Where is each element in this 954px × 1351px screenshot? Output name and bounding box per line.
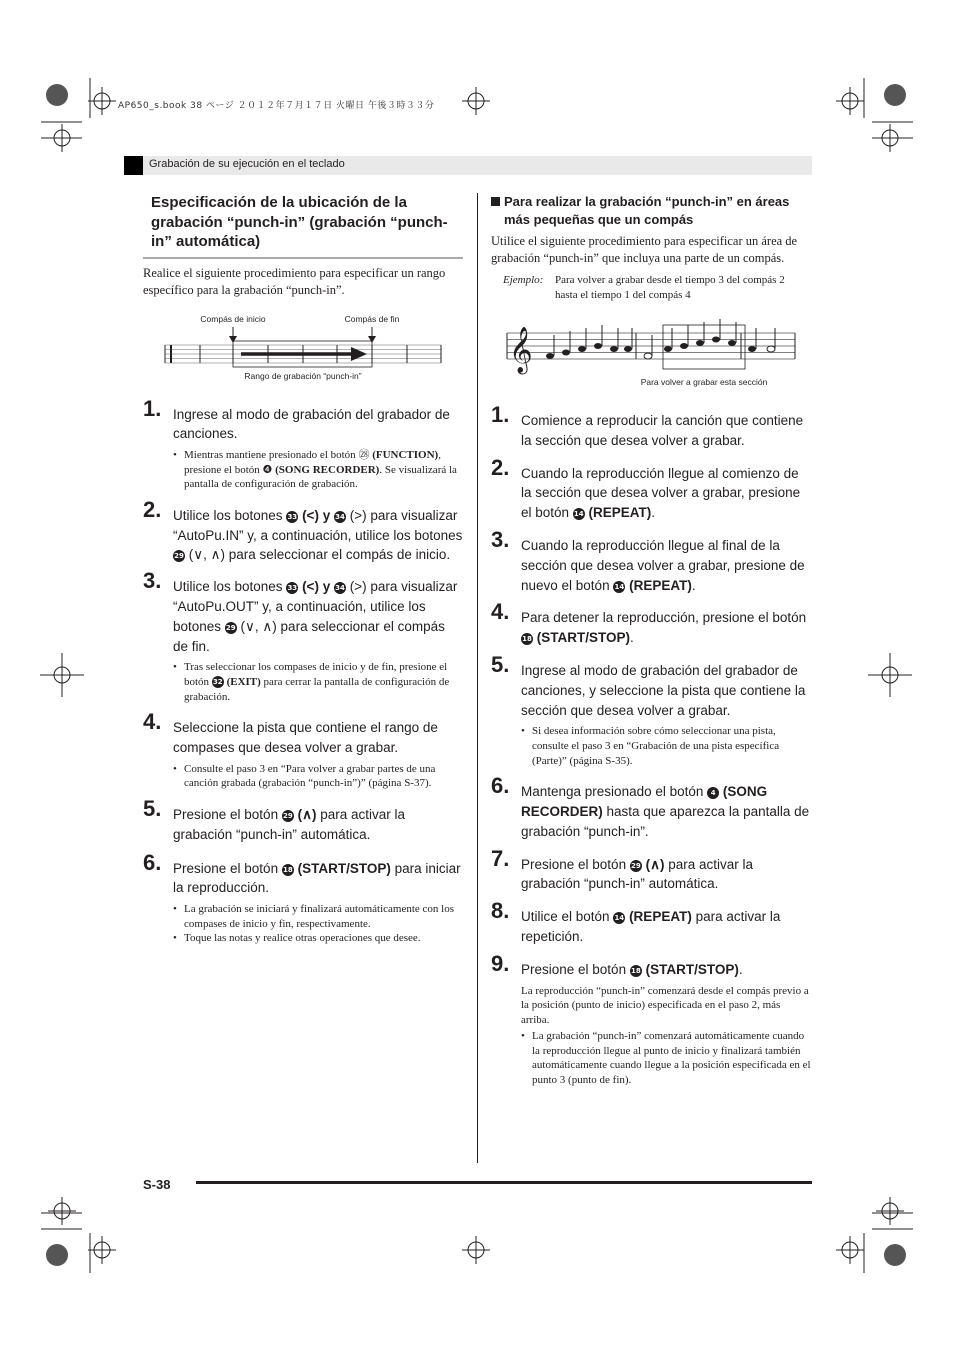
button-ref-29: 29: [282, 812, 293, 821]
step-number: 2.: [143, 496, 162, 522]
subsection-intro: Utilice el siguiente procedimiento para especificar un área de grabación “punch-in” que incluya una parte de un compás.: [491, 234, 798, 265]
section-intro: Realice el siguiente procedimiento para especificar un rango específico para la grabación “punch-in”.: [143, 265, 446, 297]
exit-button-ref: 32: [212, 678, 223, 687]
note-item: • Tras seleccionar los compases de inicio y de fin, presione el botón 32 (EXIT) para cerrar la pantalla de configuración de grabación.: [173, 660, 463, 704]
treble-clef-icon: 𝄞: [509, 327, 533, 373]
step-number: 3.: [491, 526, 510, 552]
punch-in-range-diagram: [143, 303, 463, 383]
running-header-title: Grabación de su ejecución en el teclado: [149, 158, 345, 170]
print-header-jp: AP650_s.book 38 ページ ２０１２年７月１７日 火曜日 午後３時３３分: [118, 101, 435, 111]
button-ref-33: 33: [287, 584, 298, 593]
song-recorder-button-ref: ❹: [262, 463, 273, 476]
start-measure-label: Compás de inicio: [200, 313, 266, 324]
footer-rule: [196, 1181, 812, 1184]
step-number: 5.: [491, 651, 510, 677]
step-3: 3. Cuando la reproducción llegue al final de la sección que desea volver a grabar, presione de nuevo el botón 14 (REPEAT).: [491, 526, 805, 593]
button-ref-18: 18: [282, 865, 293, 874]
example: [491, 273, 811, 307]
example-text: Para volver a grabar desde el tiempo 3 del compás 2 hasta el tiempo 1 del compás 4: [555, 274, 785, 301]
note-item: • Si desea información sobre cómo seleccionar una pista, consulte el paso 3 en “Grabación de una pista específica (Parte)” (página S-35).: [521, 724, 811, 768]
step-number: 2.: [491, 454, 510, 480]
staff-caption: Para volver a grabar esta sección: [640, 377, 768, 387]
button-ref-34: 34: [335, 512, 345, 521]
step-number: 8.: [491, 898, 510, 924]
subsection-title: Para realizar la grabación “punch-in” en áreas más pequeñas que un compás: [491, 193, 811, 229]
step-9: 9. Presione el botón 18 (START/STOP).: [491, 950, 743, 977]
step-9-paragraph: La reproducción “punch-in” comenzará desde el compás previo a la posición (punto de inicio) especificada en el paso 2, más arriba.: [521, 984, 809, 1026]
note-item: • Toque las notas y realice otras operaciones que desee.: [173, 931, 463, 946]
button-ref-18: 18: [630, 966, 641, 975]
step-number: 5.: [143, 796, 162, 822]
note-item: • Consulte el paso 3 en “Para volver a grabar partes de una canción grabada (grabación “punch-in”)” (página S-37).: [173, 762, 463, 791]
step-3-notes: [173, 660, 463, 704]
button-ref-33: 33: [287, 512, 298, 521]
step-number: 3.: [143, 568, 162, 594]
button-ref-29: 29: [225, 623, 236, 632]
step-number: 7.: [491, 845, 510, 871]
column-divider: [477, 193, 478, 1163]
step-number: 4.: [143, 709, 162, 735]
step-2: 2. Cuando la reproducción llegue al comienzo de la sección que desea volver a grabar, presione el botón 14 (REPEAT).: [491, 454, 801, 521]
step-5: 5. Presione el botón 29 (∧) para activar la grabación “punch-in” automática.: [143, 796, 405, 842]
step-8: 8. Utilice el botón 14 (REPEAT) para activar la repetición.: [491, 898, 781, 944]
step-4: 4. Para detener la reproducción, presione el botón 18 (START/STOP).: [491, 599, 807, 646]
step-7: 7. Presione el botón 29 (∧) para activar la grabación “punch-in” automática.: [491, 845, 753, 892]
range-label: Rango de grabación “punch-in”: [244, 370, 362, 381]
step-5: 5. Ingrese al modo de grabación del grabador de canciones, y seleccione la pista que contiene la sección que desea volver a grabar.: [491, 651, 806, 718]
note-item: • Mientras mantiene presionado el botón ㉘ (FUNCTION), presione el botón ❹ (SONG RECORDER). Se visualizará la pantalla de configuración de grabación.: [173, 448, 463, 492]
step-2: 2. Utilice los botones 33 (<) y 34 (>) para visualizar “AutoPu.IN” y, a continuación, utilice los botones 29 (∨, ∧) para seleccionar el compás de inicio.: [143, 496, 463, 563]
step-1: [143, 395, 463, 445]
step-number: 4.: [491, 599, 510, 625]
step-1-notes: [173, 448, 463, 492]
step-9-notes: [521, 1029, 811, 1087]
step-number: 6.: [143, 849, 162, 875]
step-text: Ingrese al modo de grabación del grabador de canciones.: [173, 406, 450, 442]
step-number: 6.: [491, 773, 510, 799]
page-number: S-38: [143, 1177, 171, 1192]
button-ref-14: 14: [614, 582, 625, 591]
step-3: 3. Utilice los botones 33 (<) y 34 (>) para visualizar “AutoPu.OUT” y, a continuación, utilice los botones 29 (∨, ∧) para seleccionar el compás de fin.: [143, 568, 458, 654]
step-number: 1.: [491, 402, 510, 427]
button-ref-4: 4: [707, 787, 719, 799]
step-4: 4. Seleccione la pista que contiene el rango de compases que desea volver a grabar.: [143, 709, 438, 756]
end-measure-label: Compás de fin: [344, 313, 400, 324]
right-column: [491, 193, 811, 1088]
button-ref-14: 14: [573, 510, 584, 519]
function-button-ref: ㉘: [358, 449, 370, 462]
left-column: [143, 193, 463, 946]
section-title: Especificación de la ubicación de la grabación “punch-in” (grabación “punch-in” automática): [143, 193, 463, 259]
button-ref-18: 18: [522, 635, 532, 644]
step-4-notes: [173, 762, 463, 791]
step-number: 1.: [143, 395, 162, 421]
step-1: 1. Comience a reproducir la canción que contiene la sección que desea volver a grabar.: [491, 402, 804, 448]
button-ref-29: 29: [174, 552, 184, 561]
button-ref-34: 34: [335, 584, 345, 593]
step-6: 6. Mantenga presionado el botón 4 (SONG RECORDER) hasta que aparezca la pantalla de grabación “punch-in”.: [491, 773, 810, 839]
step-number: 9.: [491, 950, 510, 976]
button-ref-29: 29: [630, 861, 641, 870]
step-5-notes: [521, 724, 811, 768]
square-bullet-icon: [491, 197, 500, 206]
step-6-notes: [173, 902, 463, 946]
button-ref-14: 14: [614, 914, 625, 923]
note-item: • La grabación se iniciará y finalizará automáticamente con los compases de inicio y fin, respectivamente.: [173, 902, 463, 931]
example-label: Ejemplo:: [503, 274, 544, 286]
note-item: • La grabación “punch-in” comenzará automáticamente cuando la reproducción llegue al punto de inicio y finalizará también automáticamente cuando llegue a la posición especificada en el punto 3 (punto de fin).: [521, 1029, 811, 1087]
running-header-marker: [124, 156, 143, 175]
music-staff-example: [491, 311, 811, 391]
step-6: 6. Presione el botón 18 (START/STOP) para iniciar la reproducción.: [143, 849, 461, 896]
